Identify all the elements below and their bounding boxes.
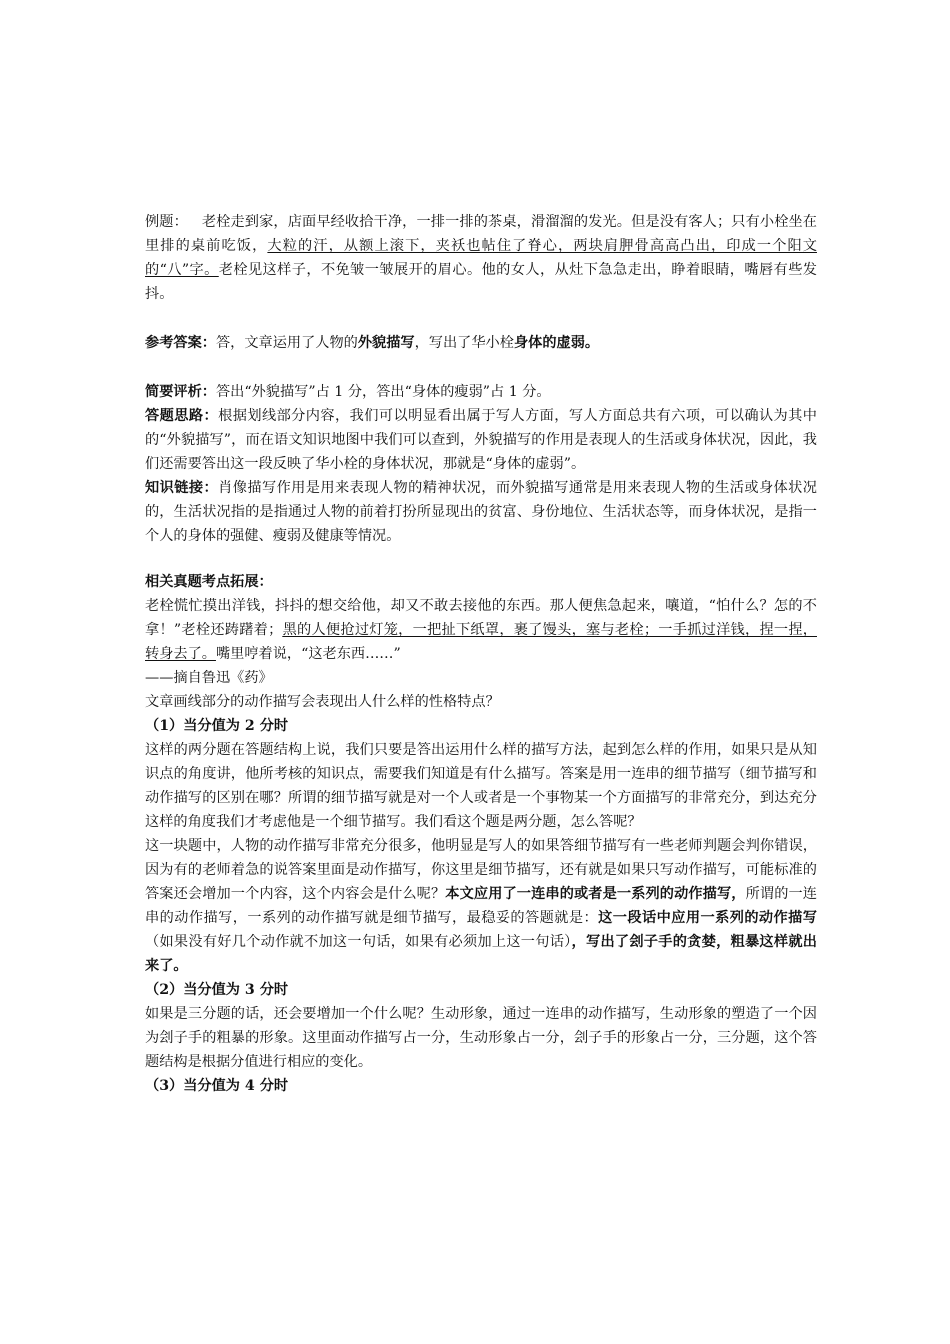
example-paragraph <box>145 210 817 306</box>
document-page <box>145 210 817 1098</box>
case2-paragraph-1: 这样的两分题在答题结构上说，我们只要是答出运用什么样的描写方法，起到怎么样的作用，如果只是从知识点的角度讲，他所考核的知识点，需要我们知道是有什么描写。答案是用一连串的细节描写（细节描写和动作描写的区别在哪？所谓的细节描写就是对一个人或者是一个事物某一个方面描写的非常充分，到达充分这样的角度我们才考虑他是一个细节描写。我们看这个题是两分题，怎么答呢？ <box>145 742 817 830</box>
case2-text-2: 所谓的一连串的动作描写，一系列的动作描写就是细节描写，最稳妥的答题就是： <box>145 886 817 926</box>
related-underlined-text: 黑的人便抢过灯笼，一把扯下纸罩，裹了馒头，塞与老栓；一手抓过洋钱，捏一捏，转身去了。 <box>145 622 817 662</box>
case2-bold-3: ，写出了刽子手的贪婪，粗暴这样就出来了。 <box>145 934 817 974</box>
related-title-text: 相关真题考点拓展： <box>145 574 273 590</box>
review-paragraph <box>145 380 817 404</box>
case2-heading <box>145 714 817 738</box>
answer-text-1: 答，文章运用了人物的 <box>215 335 358 351</box>
knowledge-label: 知识链接： <box>145 480 219 496</box>
case4-heading <box>145 1074 817 1098</box>
thinking-label: 答题思路： <box>145 408 219 424</box>
related-text-1: 老栓慌忙摸出洋钱，抖抖的想交给他，却又不敢去接他的东西。那人便焦急起来，嚷道，“怕什么？怎的不拿！”老栓还踌躇着； <box>145 598 817 638</box>
review-label: 简要评析： <box>145 384 216 400</box>
case2-bold-1: 本文应用了一连串的或者是一系列的动作描写， <box>445 886 746 902</box>
case2-text-3: （如果没有好几个动作就不加这一句话，如果有必须加上这一句话） <box>145 934 572 950</box>
case2-text-1: 这一块题中，人物的动作描写非常充分很多，他明显是写人的如果答细节描写有一些老师判题会判你错误，因为有的老师着急的说答案里面是动作描写，你这里是细节描写，还有就是如果只写动作描写，可能标准的答案还会增加一个内容，这个内容会是什么呢？ <box>145 838 817 902</box>
case3-heading <box>145 978 817 1002</box>
answer-paragraph <box>145 331 817 355</box>
related-title <box>145 570 817 594</box>
thinking-text: 根据划线部分内容，我们可以明显看出属于写人方面，写人方面总共有六项，可以确认为其中的“外貌描写”，而在语文知识地图中我们可以查到，外貌描写的作用是表现人的生活或身体状况，因此，我们还需要答出这一段反映了华小栓的身体状况，那就是“身体的虚弱”。 <box>145 408 817 472</box>
knowledge-paragraph <box>145 476 817 548</box>
answer-bold-1: 外貌描写 <box>357 335 415 351</box>
case3-heading-text: （2）当分值为 3 分时 <box>145 982 289 998</box>
example-label: 例题： <box>145 214 188 230</box>
case4-heading-text: （3）当分值为 4 分时 <box>145 1078 289 1094</box>
case3-paragraph: 如果是三分题的话，还会要增加一个什么呢？生动形象，通过一连串的动作描写，生动形象的塑造了一个因为刽子手的粗暴的形象。这里面动作描写占一分，生动形象占一分，刽子手的形象占一分，三分题，这个答题结构是根据分值进行相应的变化。 <box>145 1006 817 1070</box>
knowledge-text: 肖像描写作用是用来表现人物的精神状况，而外貌描写通常是用来表现人物的生活或身体状况的，生活状况指的是指通过人物的前着打扮所显现出的贫富、身份地位、生活状态等，而身体状况，是指一个人的身体的强健、瘦弱及健康等情况。 <box>145 480 817 544</box>
answer-text-2: ，写出了华小栓 <box>414 335 514 351</box>
review-text: 答出“外貌描写”占 1 分，答出“身体的瘦弱”占 1 分。 <box>215 384 551 400</box>
related-question: 文章画线部分的动作描写会表现出人什么样的性格特点？ <box>145 694 500 710</box>
related-passage <box>145 594 817 666</box>
related-text-2: 嘴里哼着说，“这老东西……” <box>215 646 401 662</box>
case2-bold-2: 这一段话中应用一系列的动作描写 <box>598 910 817 926</box>
case2-paragraph-2 <box>145 834 817 978</box>
case2-heading-text: （1）当分值为 2 分时 <box>145 718 289 734</box>
answer-label: 参考答案： <box>145 335 216 351</box>
thinking-paragraph <box>145 404 817 476</box>
example-text-2: 老栓见这样子，不免皱一皱展开的眉心。他的女人，从灶下急急走出，睁着眼睛，嘴唇有些发抖。 <box>145 262 817 302</box>
example-underlined-text: 大粒的汗，从额上滚下，夹袄也帖住了脊心，两块肩胛骨高高凸出，印成一个阳文的“八”字。 <box>145 238 817 278</box>
example-text-1: 老栓走到家，店面早经收拾干净，一排一排的茶桌，滑溜溜的发光。但是没有客人；只有小栓坐在里排的桌前吃饭， <box>145 214 817 254</box>
related-source: ——摘自鲁迅《药》 <box>145 670 273 686</box>
answer-bold-2: 身体的虚弱。 <box>513 335 600 351</box>
